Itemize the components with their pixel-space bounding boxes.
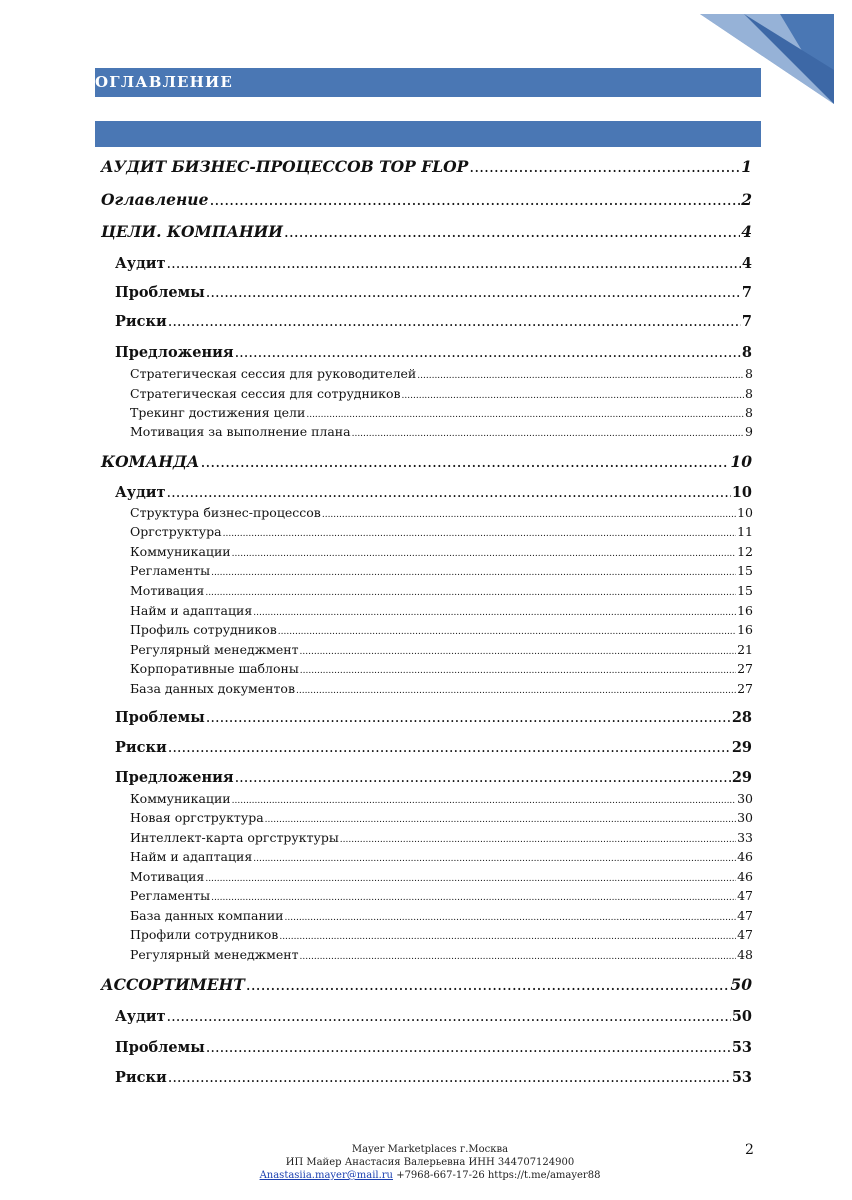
footer-entrepreneur: ИП Майер Анастасия Валерьевна ИНН 344707124900 (285, 1157, 575, 1168)
toc-page: 30 (737, 810, 753, 825)
toc-leader (285, 908, 737, 923)
toc-label: Риски (115, 739, 167, 756)
toc-leader (340, 830, 736, 845)
toc-page: 46 (737, 869, 753, 884)
toc-label: Риски (115, 1069, 167, 1086)
email-link[interactable]: Anastasiia.mayer@mail.ru (259, 1170, 393, 1181)
toc-label: КОМАНДА (101, 452, 200, 471)
toc-page: 8 (745, 405, 753, 420)
toc-label: Профиль сотрудников (130, 622, 277, 637)
toc-page: 8 (745, 386, 753, 401)
toc-page: 10 (731, 484, 752, 501)
toc-leader (278, 622, 736, 637)
toc-leader (300, 642, 737, 657)
toc-leader (296, 681, 736, 696)
toc-leader (209, 190, 740, 209)
toc-entry[interactable] (101, 222, 752, 241)
toc-entry[interactable] (130, 908, 753, 923)
toc-entry[interactable] (130, 622, 753, 637)
toc-label: Регулярный менеджмент (130, 642, 299, 657)
toc-label: База данных документов (130, 681, 295, 696)
toc-label: Структура бизнес-процессов (130, 505, 321, 520)
toc-leader (206, 1039, 731, 1056)
toc-entry[interactable] (101, 190, 752, 209)
toc-page: 48 (737, 947, 753, 962)
toc-label: АССОРТИМЕНТ (101, 975, 245, 994)
section-title: ОГЛАВЛЕНИЕ (95, 73, 234, 91)
toc-label: Регламенты (130, 563, 211, 578)
toc-label: Трекинг достижения цели (130, 405, 306, 420)
toc-label: Проблемы (115, 284, 205, 301)
toc-entry[interactable] (115, 1039, 752, 1056)
corner-decoration (0, 0, 852, 120)
toc-label: Мотивация (130, 583, 205, 598)
toc-page: 28 (731, 709, 752, 726)
toc-page: 53 (731, 1039, 752, 1056)
toc-page: 4 (741, 222, 752, 241)
toc-label: Предложения (115, 769, 234, 786)
toc-page: 9 (745, 424, 753, 439)
toc-leader (205, 869, 736, 884)
toc-label: Найм и адаптация (130, 849, 253, 864)
toc-page: 15 (737, 563, 753, 578)
toc-leader (167, 255, 741, 272)
toc-leader (168, 1069, 731, 1086)
toc-leader (211, 888, 736, 903)
toc-label: Коммуникации (130, 544, 231, 559)
toc-label: Профили сотрудников (130, 927, 279, 942)
toc-leader (206, 709, 731, 726)
toc-leader (306, 405, 744, 420)
toc-leader (235, 344, 741, 361)
toc-leader (168, 313, 741, 330)
toc-label: Оглавление (101, 190, 209, 209)
toc-entry[interactable] (130, 830, 753, 845)
toc-page: 8 (741, 344, 752, 361)
toc-page: 29 (731, 769, 752, 786)
toc-page: 50 (731, 1008, 752, 1025)
toc-label: Проблемы (115, 1039, 205, 1056)
toc-label: Аудит (115, 1008, 166, 1025)
toc-label: Предложения (115, 344, 234, 361)
toc-entry[interactable] (115, 255, 752, 272)
toc-entry[interactable] (115, 1069, 752, 1086)
toc-page: 16 (737, 603, 753, 618)
toc-leader (232, 544, 736, 559)
toc-label: Аудит (115, 255, 166, 272)
toc-label: Оргструктура (130, 524, 222, 539)
toc-entry[interactable] (130, 810, 753, 825)
toc-page: 53 (731, 1069, 752, 1086)
toc-page: 27 (737, 681, 753, 696)
toc-leader (167, 484, 731, 501)
toc-leader (253, 849, 736, 864)
toc-leader (235, 769, 731, 786)
toc-entry[interactable] (130, 681, 753, 696)
toc-entry[interactable] (115, 484, 752, 501)
toc-entry[interactable] (115, 739, 752, 756)
toc-leader (223, 524, 736, 539)
toc-entry[interactable] (115, 313, 752, 330)
toc-leader (211, 563, 736, 578)
page-number: 2 (745, 1142, 754, 1158)
toc-label: Стратегическая сессия для руководителей (130, 366, 417, 381)
toc-label: ЦЕЛИ. КОМПАНИИ (101, 222, 283, 241)
toc-label: Коммуникации (130, 791, 231, 806)
toc-leader (246, 975, 730, 994)
toc-page: 21 (737, 642, 753, 657)
toc-leader (253, 603, 736, 618)
toc-entry[interactable] (130, 947, 753, 962)
toc-entry[interactable] (101, 452, 752, 471)
toc-entry[interactable] (130, 405, 753, 420)
toc-leader (284, 222, 740, 241)
toc-page: 30 (737, 791, 753, 806)
toc-entry[interactable] (115, 709, 752, 726)
toc-label: АУДИТ БИЗНЕС-ПРОЦЕССОВ TOP FLOP (101, 157, 469, 176)
toc-page: 15 (737, 583, 753, 598)
toc-entry[interactable] (101, 157, 752, 176)
toc-page: 4 (741, 255, 752, 272)
toc-leader (232, 791, 736, 806)
toc-page: 16 (737, 622, 753, 637)
toc-page: 47 (737, 888, 753, 903)
toc-leader (205, 583, 736, 598)
toc-page: 27 (737, 661, 753, 676)
toc-leader (417, 366, 744, 381)
toc-entry[interactable] (130, 563, 753, 578)
toc-page: 12 (737, 544, 753, 559)
toc-entry[interactable] (130, 505, 753, 520)
toc-leader (200, 452, 729, 471)
toc-entry[interactable] (130, 583, 753, 598)
footer-company: Mayer Marketplaces г.Москва (351, 1144, 509, 1155)
toc-leader (300, 947, 737, 962)
toc-label: Регламенты (130, 888, 211, 903)
toc-label: База данных компании (130, 908, 284, 923)
toc-label: Корпоративные шаблоны (130, 661, 299, 676)
toc-leader (168, 739, 731, 756)
toc-entry[interactable] (115, 284, 752, 301)
toc-entry[interactable] (101, 975, 752, 994)
toc-page: 7 (741, 313, 752, 330)
toc-leader (402, 386, 745, 401)
toc-page: 10 (737, 505, 753, 520)
toc-leader (279, 927, 736, 942)
toc-page: 29 (731, 739, 752, 756)
toc-label: Найм и адаптация (130, 603, 253, 618)
toc-label: Мотивация за выполнение плана (130, 424, 351, 439)
toc-entry[interactable] (130, 849, 753, 864)
toc-entry[interactable] (130, 661, 753, 676)
toc-page: 47 (737, 927, 753, 942)
toc-entry[interactable] (130, 603, 753, 618)
toc-leader (206, 284, 741, 301)
phone-telegram: +7968-667-17-26 https://t.me/amayer88 (396, 1170, 601, 1181)
toc-leader (300, 661, 736, 676)
decorative-bar (95, 121, 761, 147)
toc-page: 8 (745, 366, 753, 381)
toc-leader (265, 810, 736, 825)
toc-label: Мотивация (130, 869, 205, 884)
toc-entry[interactable] (130, 869, 753, 884)
toc-page: 46 (737, 849, 753, 864)
toc-label: Риски (115, 313, 167, 330)
toc-leader (167, 1008, 731, 1025)
toc-label: Регулярный менеджмент (130, 947, 299, 962)
toc-entry[interactable] (115, 769, 752, 786)
toc-page: 11 (737, 524, 753, 539)
toc-entry[interactable] (130, 544, 753, 559)
toc-entry[interactable] (130, 524, 753, 539)
toc-entry[interactable] (130, 791, 753, 806)
toc-page: 47 (737, 908, 753, 923)
toc-page: 2 (741, 190, 752, 209)
toc-page: 10 (730, 452, 752, 471)
toc-leader (469, 157, 740, 176)
toc-entry[interactable] (130, 888, 753, 903)
toc-label: Стратегическая сессия для сотрудников (130, 386, 401, 401)
toc-entry[interactable] (130, 366, 753, 381)
toc-page: 7 (741, 284, 752, 301)
toc-entry[interactable] (130, 642, 753, 657)
toc-entry[interactable] (130, 424, 753, 439)
toc-entry[interactable] (115, 1008, 752, 1025)
section-header-bar (95, 68, 761, 97)
footer-contacts (200, 1170, 660, 1182)
toc-page: 50 (730, 975, 752, 994)
toc-leader (322, 505, 736, 520)
toc-label: Интеллект-карта оргструктуры (130, 830, 339, 845)
toc-entry[interactable] (130, 927, 753, 942)
toc-label: Новая оргструктура (130, 810, 264, 825)
toc-entry[interactable] (130, 386, 753, 401)
toc-leader (352, 424, 744, 439)
toc-page: 1 (741, 157, 752, 176)
toc-entry[interactable] (115, 344, 752, 361)
toc-page: 33 (737, 830, 753, 845)
toc-label: Аудит (115, 484, 166, 501)
toc-label: Проблемы (115, 709, 205, 726)
